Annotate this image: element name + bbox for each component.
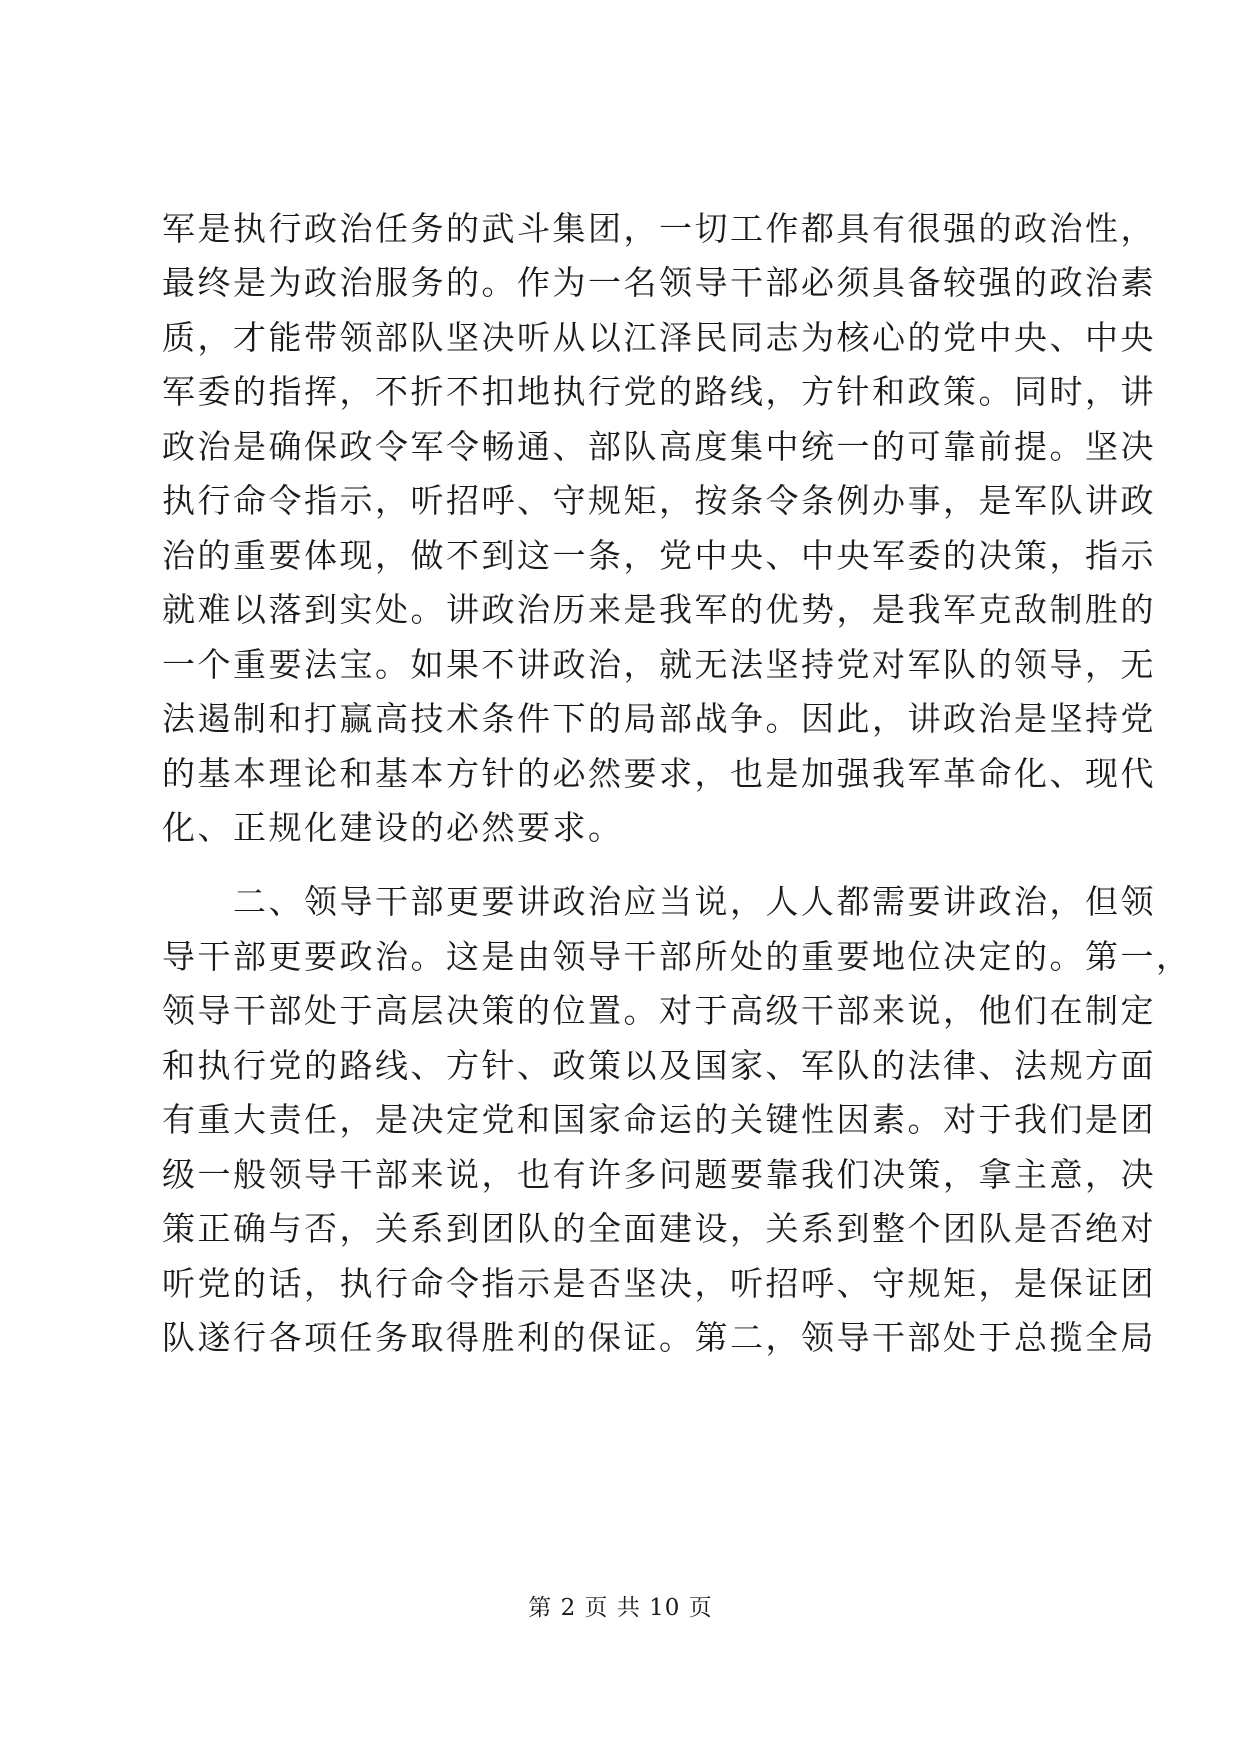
page-number-footer: 第 2 页 共 10 页 [528,1595,713,1621]
text-line: 军委的指挥，不折不扣地执行党的路线，方针和政策。同时，讲 [162,372,1156,411]
text-line: 领导干部处于高层决策的位置。对于高级干部来说，他们在制定 [162,991,1156,1030]
text-line: 队遂行各项任务取得胜利的保证。第二，领导干部处于总揽全局 [162,1318,1156,1357]
text-line: 化、正规化建设的必然要求。 [162,808,624,847]
text-line: 有重大责任，是决定党和国家命运的关键性因素。对于我们是团 [162,1100,1156,1139]
text-line: 政治是确保政令军令畅通、部队高度集中统一的可靠前提。坚决 [162,427,1156,466]
text-line: 策正确与否，关系到团队的全面建设，关系到整个团队是否绝对 [162,1209,1156,1248]
text-line: 最终是为政治服务的。作为一名领导干部必须具备较强的政治素 [162,263,1156,302]
text-line: 和执行党的路线、方针、政策以及国家、军队的法律、法规方面 [162,1046,1156,1085]
text-line: 治的重要体现，做不到这一条，党中央、中央军委的决策，指示 [162,536,1156,575]
text-line: 军是执行政治任务的武斗集团，一切工作都具有很强的政治性， [162,209,1156,248]
text-line: 执行命令指示，听招呼、守规矩，按条令条例办事，是军队讲政 [162,481,1156,520]
text-line: 就难以落到实处。讲政治历来是我军的优势，是我军克敌制胜的 [162,590,1156,629]
text-line: 质，才能带领部队坚决听从以江泽民同志为核心的党中央、中央 [162,318,1156,357]
text-line: 级一般领导干部来说，也有许多问题要靠我们决策，拿主意，决 [162,1155,1156,1194]
text-line: 法遏制和打赢高技术条件下的局部战争。因此，讲政治是坚持党 [162,699,1156,738]
text-line: 二、领导干部更要讲政治应当说，人人都需要讲政治，但领 [162,882,1156,921]
text-line: 导干部更要政治。这是由领导干部所处的重要地位决定的。第一， [162,937,1192,976]
text-line: 一个重要法宝。如果不讲政治，就无法坚持党对军队的领导，无 [162,645,1156,684]
text-line: 听党的话，执行命令指示是否坚决，听招呼、守规矩，是保证团 [162,1264,1156,1303]
text-line: 的基本理论和基本方针的必然要求，也是加强我军革命化、现代 [162,754,1156,793]
